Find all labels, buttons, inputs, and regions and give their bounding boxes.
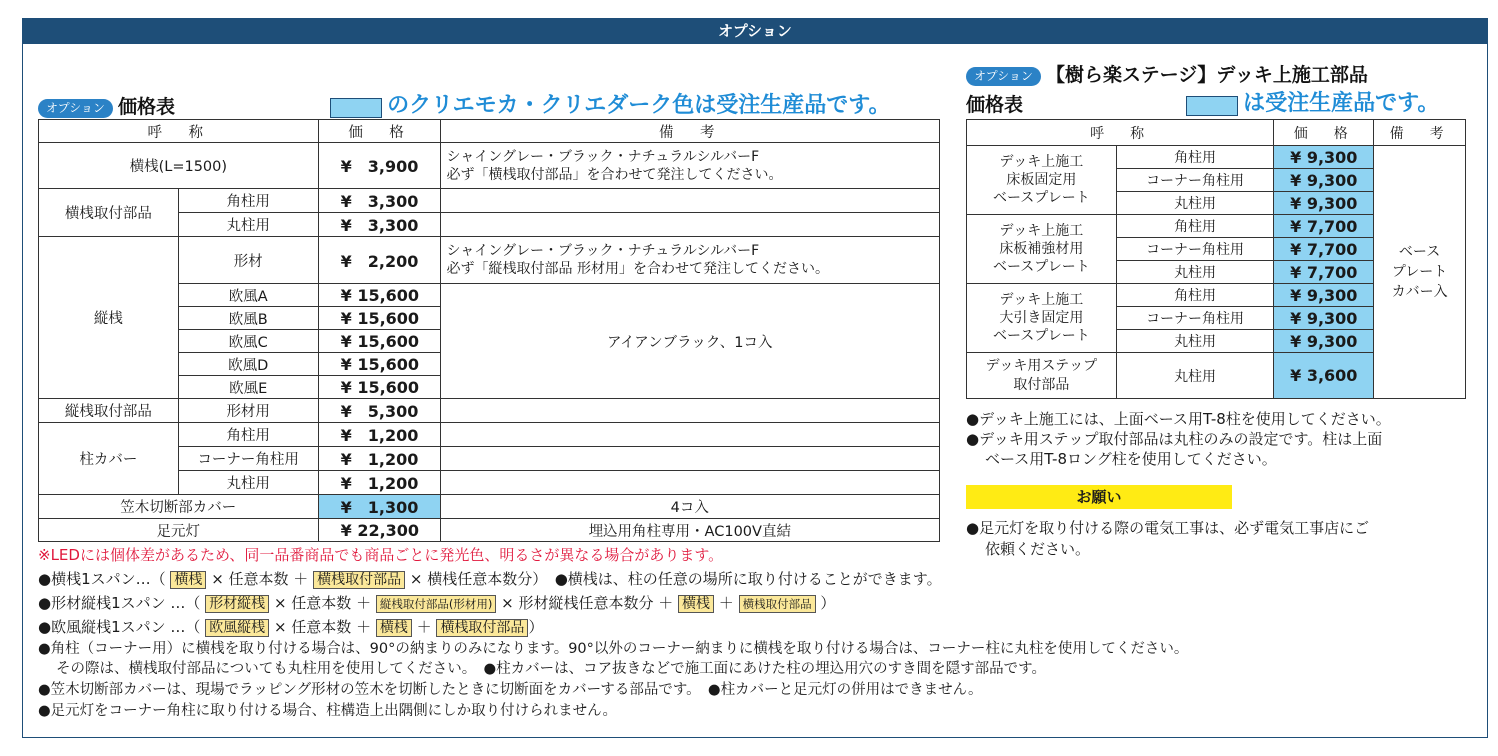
row-note: シャイングレー・ブラック・ナチュラルシルバーF 必ず「横桟取付部品」を合わせて発注してください。 (440, 143, 939, 189)
group-sub: 丸柱用 (1116, 353, 1274, 399)
group-price: ¥ 9,300 (1274, 146, 1374, 169)
row-name: 横桟取付部品 (39, 189, 179, 237)
row-name: 縦桟 (39, 237, 179, 399)
left-notice-text: のクリエモカ・クリエダーク色は受注生産品です。 (387, 93, 891, 118)
row-price: ¥ 22,300 (318, 519, 440, 542)
footer-line: ●笠木切断部カバーは、現場でラッピング形材の笠木を切断したときに切断面をカバーする部品です。 ●柱カバーと足元灯の併用はできません。 (38, 682, 983, 698)
group-sub: コーナー角柱用 (1116, 169, 1274, 192)
header-name: 呼 称 (967, 120, 1274, 146)
row-price: ¥ 15,600 (318, 330, 440, 353)
row-sub: 角柱用 (178, 189, 318, 213)
group-price: ¥ 9,300 (1274, 330, 1374, 353)
row-note (440, 471, 939, 495)
row-note: シャイングレー・ブラック・ナチュラルシルバーF 必ず「縦桟取付部品 形材用」を合わせて発注してください。 (440, 237, 939, 284)
group-name: デッキ上施工 床板補強材用 ベースプレート (967, 215, 1117, 284)
row-sub: 丸柱用 (178, 213, 318, 237)
right-title-row (966, 60, 1368, 87)
footer-line: ●横桟1スパン…（ 横桟 × 任意本数 ＋ 横桟取付部品 × 横桟任意本数分） ●横桟は、柱の任意の場所に取り付けることができます。 (38, 570, 942, 588)
row-sub: 欧風E (178, 376, 318, 399)
row-note (440, 447, 939, 471)
right-notice-text: は受注生産品です。 (1243, 91, 1440, 116)
row-sub: 形材 (178, 237, 318, 284)
footer-line: ●欧風縦桟1スパン …（ 欧風縦桟 × 任意本数 ＋ 横桟 ＋ 横桟取付部品 ） (38, 618, 544, 636)
group-price: ¥ 7,700 (1274, 261, 1374, 284)
request-text: 依頼ください。 (985, 540, 1091, 558)
group-sub: 丸柱用 (1116, 261, 1274, 284)
row-price: ¥ 15,600 (318, 353, 440, 376)
right-bullet: ●デッキ用ステップ取付部品は丸柱のみの設定です。柱は上面 (966, 430, 1383, 448)
row-name: 柱カバー (39, 423, 179, 495)
row-price: ¥ 15,600 (318, 376, 440, 399)
row-name: 足元灯 (39, 519, 319, 542)
footer-line: ●足元灯をコーナー角柱に取り付ける場合、柱構造上出隅側にしか取り付けられません。 (38, 703, 618, 719)
row-price: ¥ 1,200 (318, 447, 440, 471)
row-sub: 欧風B (178, 307, 318, 330)
color-swatch (1186, 96, 1238, 116)
right-notice (1186, 86, 1439, 117)
row-note (440, 423, 939, 447)
row-sub: 欧風D (178, 353, 318, 376)
header-name: 呼 称 (39, 120, 319, 143)
row-price: ¥ 5,300 (318, 399, 440, 423)
row-price: ¥ 3,300 (318, 189, 440, 213)
item-chip: 横桟 (376, 619, 412, 637)
item-chip: 横桟 (170, 571, 206, 589)
group-price: ¥ 9,300 (1274, 307, 1374, 330)
row-price: ¥ 1,200 (318, 423, 440, 447)
right-price-table (966, 119, 1466, 399)
group-price: ¥ 9,300 (1274, 192, 1374, 215)
header-note: 備 考 (440, 120, 939, 143)
group-sub: 角柱用 (1116, 146, 1274, 169)
item-chip: 欧風縦桟 (205, 619, 269, 637)
left-price-table (38, 119, 940, 542)
group-sub: 角柱用 (1116, 284, 1274, 307)
row-note (440, 213, 939, 237)
group-name: デッキ用ステップ 取付部品 (967, 353, 1117, 399)
option-badge: オプション (38, 99, 113, 118)
item-chip: 横桟取付部品 (739, 595, 816, 613)
item-chip: 横桟 (678, 595, 714, 613)
group-name: デッキ上施工 床板固定用 ベースプレート (967, 146, 1117, 215)
group-sub: 丸柱用 (1116, 330, 1274, 353)
group-sub: コーナー角柱用 (1116, 238, 1274, 261)
item-chip: 横桟取付部品 (436, 619, 528, 637)
left-title-row (38, 92, 175, 119)
row-name: 笠木切断部カバー (39, 495, 319, 519)
row-sub: 角柱用 (178, 423, 318, 447)
left-notice (330, 88, 890, 119)
right-title: 【樹ら楽ステージ】デッキ上施工部品 (1046, 64, 1368, 86)
group-price: ¥ 9,300 (1274, 169, 1374, 192)
right-bullet: ●デッキ上施工には、上面ベース用T-8柱を使用してください。 (966, 410, 1391, 428)
row-price: ¥ 3,300 (318, 213, 440, 237)
right-title2: 価格表 (966, 94, 1024, 116)
row-note: アイアンブラック、1コ入 (440, 284, 939, 399)
row-price: ¥ 2,200 (318, 237, 440, 284)
item-chip: 横桟取付部品 (313, 571, 405, 589)
row-price: ¥ 15,600 (318, 307, 440, 330)
right-bullet: ベース用T-8ロング柱を使用してください。 (985, 450, 1277, 468)
left-title: 価格表 (118, 96, 176, 118)
request-text: ●足元灯を取り付ける際の電気工事は、必ず電気工事店にご (966, 519, 1370, 537)
right-note: ベース プレート カバー入 (1374, 146, 1466, 399)
row-note: 埋込用角柱専用・AC100V直結 (440, 519, 939, 542)
row-price: ¥ 1,300 (318, 495, 440, 519)
row-sub: 欧風A (178, 284, 318, 307)
group-name: デッキ上施工 大引き固定用 ベースプレート (967, 284, 1117, 353)
led-notice: ※LEDには個体差があるため、同一品番商品でも商品ごとに発光色、明るさが異なる場合があります。 (38, 546, 724, 564)
group-sub: 角柱用 (1116, 215, 1274, 238)
header-bar: オプション (22, 18, 1488, 44)
row-name: 横桟(L=1500) (39, 143, 319, 189)
item-chip: 縦桟取付部品(形材用) (376, 595, 496, 613)
color-swatch (330, 98, 382, 118)
row-sub: コーナー角柱用 (178, 447, 318, 471)
row-sub: 欧風C (178, 330, 318, 353)
row-note (440, 189, 939, 213)
group-price: ¥ 7,700 (1274, 238, 1374, 261)
header-note: 備 考 (1374, 120, 1466, 146)
row-price: ¥ 1,200 (318, 471, 440, 495)
header-price: 価 格 (1274, 120, 1374, 146)
row-sub: 丸柱用 (178, 471, 318, 495)
row-price: ¥ 15,600 (318, 284, 440, 307)
group-price: ¥ 9,300 (1274, 284, 1374, 307)
item-chip: 形材縦桟 (205, 595, 269, 613)
footer-line: ●角柱（コーナー用）に横桟を取り付ける場合は、90°の納まりのみになります。90°以外のコーナー納まりに横桟を取り付ける場合は、コーナー柱に丸柱を使用してください。 (38, 641, 1189, 657)
header-price: 価 格 (318, 120, 440, 143)
group-sub: コーナー角柱用 (1116, 307, 1274, 330)
group-price: ¥ 3,600 (1274, 353, 1374, 399)
footer-line: その際は、横桟取付部品についても丸柱用を使用してください。 ●柱カバーは、コア抜きなどで施工面にあけた柱の埋込用穴のすき間を隠す部品です。 (56, 661, 1046, 677)
row-note: 4コ入 (440, 495, 939, 519)
group-price: ¥ 7,700 (1274, 215, 1374, 238)
option-badge: オプション (966, 67, 1041, 86)
row-sub: 形材用 (178, 399, 318, 423)
request-title: お願い (966, 485, 1232, 509)
row-name: 縦桟取付部品 (39, 399, 179, 423)
row-note (440, 399, 939, 423)
group-sub: 丸柱用 (1116, 192, 1274, 215)
footer-line: ●形材縦桟1スパン …（ 形材縦桟 × 任意本数 ＋ 縦桟取付部品(形材用) × 形材縦桟任意本数分 ＋ 横桟 ＋ 横桟取付部品 ） (38, 594, 836, 612)
right-title2-row (966, 90, 1023, 117)
row-price: ¥ 3,900 (318, 143, 440, 189)
